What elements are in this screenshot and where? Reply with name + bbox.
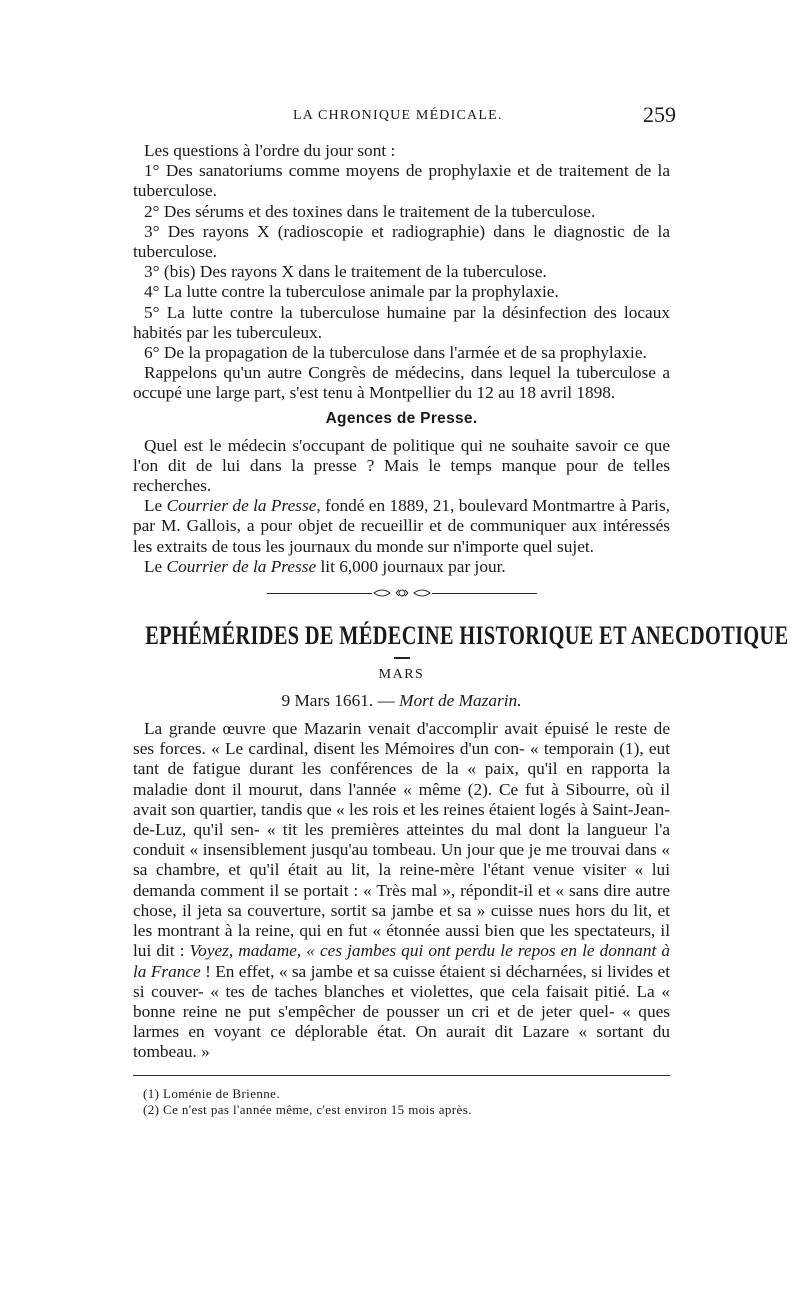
agences-paragraph-1: Quel est le médecin s'occupant de politique qui ne souhaite savoir ce que l'on dit de lui dans la presse ? Mais le temps manque pour de telles recherches.: [133, 435, 670, 496]
title-dash: [394, 657, 410, 659]
date-line: [133, 691, 670, 711]
question-item-6: 6° De la propagation de la tuberculose dans l'armée et de sa prophylaxie.: [144, 343, 647, 363]
question-item-5: 5° La lutte contre la tuberculose humaine par la désinfection des locaux habités par les tuberculeux.: [133, 302, 670, 342]
date-text: 9 Mars 1661. —: [281, 691, 395, 711]
section-ornament: [133, 585, 670, 601]
running-header: [133, 102, 676, 128]
mazarin-text-start: La grande œuvre que Mazarin venait d'accomplir avait épuisé le reste de ses forces. « Le cardinal, disent les Mémoires d'un con- « temporain (1), eut tant de fatigue durant les conférences de la « paix, qu'il en rapporta la maladie dont il mourut, dans l'année « même (2). Ce fut à Sibourre, où il avait son quartier, tandis que « les rois et les reines étaient logés à Saint-Jean-de-Luz, qu'il sen- « tit les premières atteintes du mal dont la langueur l'a conduit « insensiblement jusqu'au tombeau. Un jour que je me trouvai dans « sa chambre, et qu'il était au lit, la reine-mère l'étant venue visiter « lui demanda comment il se portait : « Très mal », répondit-il et « sans dire autre chose, il jeta sa couverture, sortit sa jambe et sa » cuisse nues hors du lit, et les montrant à la reine, qui en fut « étonnée aussi bien que les spectateurs, il lui dit :: [133, 719, 670, 961]
ephemerides-title: EPHÉMÉRIDES DE MÉDECINE HISTORIQUE ET ANECDOTIQUE: [145, 621, 789, 651]
agences-p3-prefix: Le: [144, 556, 167, 576]
agences-p2-text: , fondé en 1889, 21, boulevard Montmartre à Paris, par M. Gallois, a pour objet de recueillir et de communiquer aux intéressés les extraits de tous les journaux du monde sur n'importe quel sujet.: [133, 496, 671, 556]
question-item-3: 3° Des rayons X (radioscopie et radiographie) dans le diagnostic de la tuberculose.: [133, 221, 670, 262]
journal-name: Courrier de la Presse: [166, 556, 317, 576]
agences-p3-text: lit 6,000 journaux par jour.: [316, 556, 506, 576]
fleuron-icon: [372, 587, 432, 599]
journal-name: Courrier de la Presse: [166, 496, 317, 516]
question-item-3bis: 3° (bis) Des rayons X dans le traitement de la tuberculose.: [144, 262, 547, 282]
running-title: LA CHRONIQUE MÉDICALE.: [293, 108, 503, 123]
questions-intro: Les questions à l'ordre du jour sont :: [144, 141, 396, 160]
mazarin-paragraph: [133, 719, 670, 1062]
footnote-2: (2) Ce n'est pas l'année même, c'est environ 15 mois après.: [143, 1101, 472, 1117]
section-title-agences: Agences de Presse.: [325, 409, 478, 427]
page-number: 259: [643, 102, 676, 127]
month-heading: MARS: [378, 667, 425, 683]
agences-p2-prefix: Le: [144, 496, 167, 516]
ornament-rule-left: [267, 593, 372, 594]
footnote-1: (1) Loménie de Brienne.: [143, 1085, 280, 1101]
questions-closing: Rappelons qu'un autre Congrès de médecins, dans lequel la tuberculose a occupé une large part, s'est tenu à Montpellier du 12 au 18 avril 1898.: [133, 363, 670, 403]
agences-paragraph-3: [133, 557, 670, 577]
mazarin-quote: Voyez, madame, « ces jambes qui ont perdu le repos en le donnant à la France: [133, 941, 670, 981]
agences-paragraph-2: [133, 496, 670, 557]
mazarin-text-end: ! En effet, « sa jambe et sa cuisse étaient si décharnées, si livides et si couver- « tes de taches blanches et violettes, que cela faisait pitié. La « bonne reine ne put s'empêcher de pousser un cri et de jeter quel- « ques larmes en voyant ce déplorable état. On aurait dit Lazare « sortant du tombeau. »: [133, 961, 670, 1062]
question-item-4: 4° La lutte contre la tuberculose animale par la prophylaxie.: [144, 282, 559, 302]
page-body: [133, 141, 789, 1118]
footnote-rule: [133, 1075, 670, 1076]
date-subject: Mort de Mazarin.: [399, 691, 522, 711]
ornament-rule-right: [432, 593, 537, 594]
question-item-1: 1° Des sanatoriums comme moyens de prophylaxie et de traitement de la tuberculose.: [133, 161, 670, 201]
question-item-2: 2° Des sérums et des toxines dans le traitement de la tuberculose.: [144, 201, 596, 221]
